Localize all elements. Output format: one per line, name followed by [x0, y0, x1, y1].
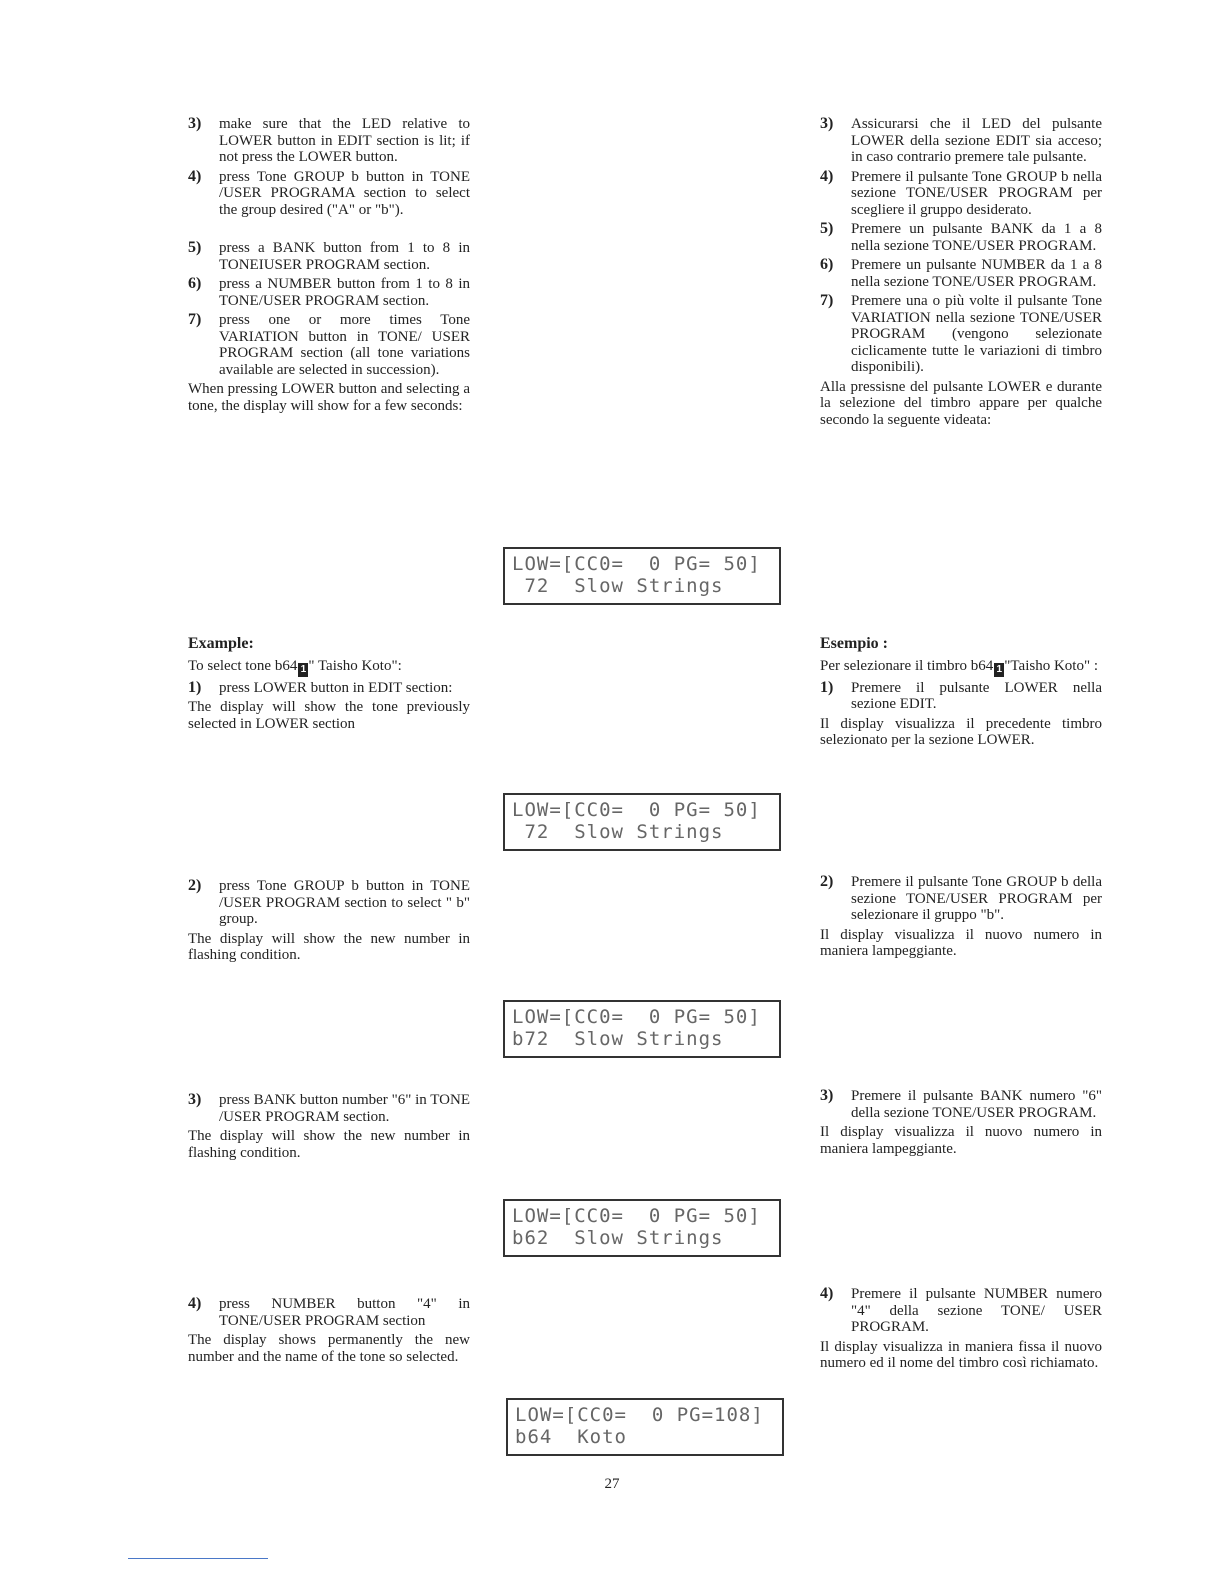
example-heading: Example:: [188, 635, 254, 652]
list-item: [820, 680, 1102, 713]
example-heading: Esempio :: [820, 635, 888, 652]
step-note: Il display visualizza il nuovo numero in maniera lampeggiante.: [820, 926, 1102, 959]
step-text: Premere un pulsante NUMBER da 1 a 8 nella sezione TONE/USER PROGRAM.: [851, 257, 1102, 290]
step-text: Premere il pulsante BANK numero "6" della sezione TONE/USER PROGRAM.: [851, 1088, 1102, 1121]
step-number: 4): [188, 167, 202, 185]
display-intro-text: Alla pressisne del pulsante LOWER e durante la selezione del timbro appare per qualche secondo la seguente videata:: [820, 378, 1102, 428]
italian-step-2: [820, 874, 1102, 960]
step-number: 2): [188, 877, 202, 894]
example-suffix: " Taisho Koto":: [308, 657, 402, 674]
list-item: [188, 116, 470, 166]
list-item: [820, 257, 1102, 290]
step-text: Premere un pulsante BANK da 1 a 8 nella sezione TONE/USER PROGRAM.: [851, 221, 1102, 254]
variation-badge-icon: 1: [298, 663, 308, 677]
lcd-line-1: LOW=[CC0= 0 PG= 50]: [512, 553, 761, 575]
step-text: press a NUMBER button from 1 to 8 in TONE/USER PROGRAM section.: [219, 276, 470, 309]
step-number: 2): [820, 873, 834, 890]
step-number: 7): [188, 311, 202, 328]
list-item: [188, 169, 470, 219]
step-text: press Tone GROUP b button in TONE /USER PROGRAM section to select " b" group.: [219, 878, 470, 927]
list-item: [188, 240, 470, 273]
lcd-line-1: LOW=[CC0= 0 PG=108]: [515, 1404, 764, 1426]
page-number: 27: [604, 1476, 620, 1492]
list-item: [188, 312, 470, 378]
step-text: press BANK button number "6" in TONE /USER PROGRAM section.: [219, 1092, 470, 1125]
display-intro-text: When pressing LOWER button and selecting a tone, the display will show for a few seconds:: [188, 381, 470, 414]
step-text: Premere il pulsante LOWER nella sezione EDIT.: [851, 679, 1102, 712]
step-text: Premere il pulsante Tone GROUP b della sezione TONE/USER PROGRAM per selezionare il gruppo "b".: [851, 874, 1102, 923]
example-suffix: "Taisho Koto" :: [1004, 657, 1098, 674]
step-number: 3): [188, 115, 202, 132]
italian-step-3: [820, 1088, 1102, 1157]
step-number: 5): [188, 239, 202, 256]
step-note: The display will show the tone previously selected in LOWER section: [188, 699, 470, 732]
step-number: 3): [820, 1087, 834, 1104]
list-item: [188, 1092, 470, 1125]
step-number: 1): [820, 678, 834, 696]
example-prefix: Per selezionare il timbro b64: [820, 657, 994, 674]
list-item: [820, 169, 1102, 219]
step-number: 1): [188, 678, 202, 696]
lcd-line-2: b64 Koto: [515, 1426, 627, 1448]
step-number: 3): [820, 115, 834, 132]
step-text: press a BANK button from 1 to 8 in TONEIUSER PROGRAM section.: [219, 240, 470, 273]
step-text: Premere il pulsante Tone GROUP b nella sezione TONE/USER PROGRAM per scegliere il gruppo desiderato.: [851, 168, 1102, 218]
step-text: Premere una o più volte il pulsante Tone VARIATION nella sezione TONE/USER PROGRAM (vengono selezionate ciclicamente tutte le variazioni di timbro disponibili).: [851, 293, 1102, 375]
list-item: [188, 276, 470, 309]
step-number: 4): [188, 1295, 202, 1312]
lcd-display: [503, 1000, 781, 1058]
step-text: Assicurarsi che il LED del pulsante LOWER della sezione EDIT sia acceso; in caso contrario premere tale pulsante.: [851, 116, 1102, 165]
list-item: [188, 680, 470, 697]
lcd-line-2: b72 Slow Strings: [512, 1028, 724, 1050]
step-text: press LOWER button in EDIT section:: [219, 679, 453, 696]
example-intro: [188, 658, 470, 677]
english-step-4: [188, 1296, 470, 1365]
list-item: [188, 1296, 470, 1329]
lcd-line-2: 72 Slow Strings: [512, 821, 724, 843]
english-example: [188, 636, 470, 732]
italian-example: [820, 636, 1102, 749]
step-number: 4): [820, 1285, 834, 1302]
step-text: Premere il pulsante NUMBER numero "4" della sezione TONE/ USER PROGRAM.: [851, 1286, 1102, 1335]
variation-badge-icon: 1: [994, 663, 1004, 677]
step-note: Il display visualizza il nuovo numero in maniera lampeggiante.: [820, 1124, 1102, 1157]
step-number: 6): [188, 275, 202, 292]
list-item: [820, 1286, 1102, 1336]
lcd-line-2: b62 Slow Strings: [512, 1227, 724, 1249]
step-text: make sure that the LED relative to LOWER button in EDIT section is lit; if not press the LOWER button.: [219, 116, 470, 165]
lcd-display: [503, 793, 781, 851]
step-note: The display will show the new number in flashing condition.: [188, 930, 470, 963]
step-note: Il display visualizza il precedente timbro selezionato per la sezione LOWER.: [820, 715, 1102, 748]
lcd-display: [503, 1199, 781, 1257]
step-number: 3): [188, 1091, 202, 1108]
step-note: The display shows permanently the new number and the name of the tone so selected.: [188, 1332, 470, 1365]
lcd-display: [506, 1398, 784, 1456]
step-text: press NUMBER button "4" in TONE/USER PROGRAM section: [219, 1296, 470, 1329]
list-item: [820, 293, 1102, 376]
italian-steps-intro: [820, 116, 1102, 428]
lcd-line-1: LOW=[CC0= 0 PG= 50]: [512, 1205, 761, 1227]
step-number: 4): [820, 167, 834, 185]
example-intro: [820, 658, 1102, 677]
english-steps-intro: [188, 116, 470, 414]
list-item: [820, 221, 1102, 254]
list-item: [820, 116, 1102, 166]
step-text: press Tone GROUP b button in TONE /USER PROGRAMA section to select the group desired ("A" or "b").: [219, 168, 470, 218]
english-step-2: [188, 878, 470, 964]
lcd-line-1: LOW=[CC0= 0 PG= 50]: [512, 799, 761, 821]
list-item: [820, 1088, 1102, 1121]
lcd-line-2: 72 Slow Strings: [512, 575, 724, 597]
step-text: press one or more times Tone VARIATION button in TONE/ USER PROGRAM section (all tone variations available are selected in succession).: [219, 312, 470, 378]
step-number: 6): [820, 256, 834, 273]
english-step-3: [188, 1092, 470, 1161]
lcd-display: [503, 547, 781, 605]
list-item: [820, 874, 1102, 924]
step-number: 7): [820, 292, 834, 309]
list-item: [188, 878, 470, 928]
step-note: Il display visualizza in maniera fissa il nuovo numero ed il nome del timbro così richiamato.: [820, 1338, 1102, 1371]
footnote-rule: [128, 1558, 268, 1559]
example-prefix: To select tone b64: [188, 657, 298, 674]
step-number: 5): [820, 220, 834, 237]
lcd-line-1: LOW=[CC0= 0 PG= 50]: [512, 1006, 761, 1028]
italian-step-4: [820, 1286, 1102, 1372]
step-note: The display will show the new number in flashing condition.: [188, 1128, 470, 1161]
